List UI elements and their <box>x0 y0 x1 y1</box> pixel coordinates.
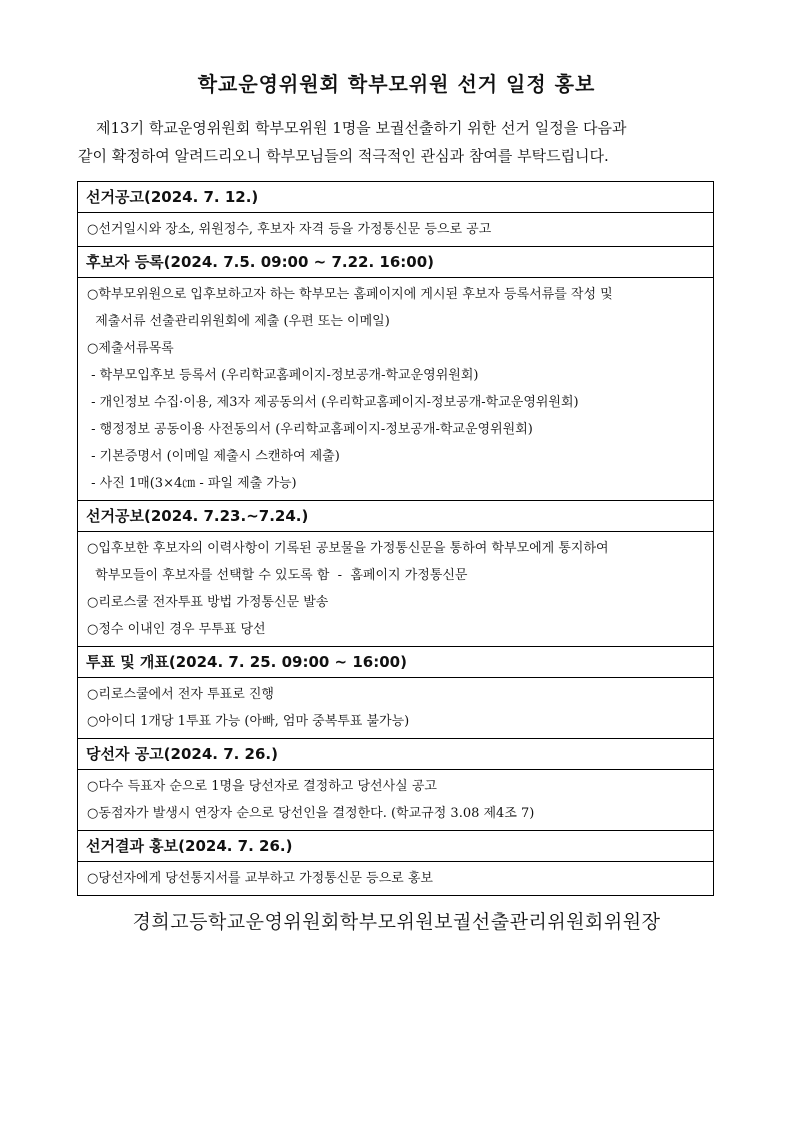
section-heading: 후보자 등록(2024. 7.5. 09:00 ~ 7.22. 16:00) <box>78 247 713 278</box>
section-body <box>78 213 713 247</box>
section-line: - 개인정보 수집·이용, 제3자 제공동의서 (우리학교홈페이지-정보공개-학교운영위원회) <box>87 395 579 410</box>
section-line: ○당선자에게 당선통지서를 교부하고 가정통신문 등으로 홍보 <box>87 871 433 886</box>
section-line: ○아이디 1개당 1투표 가능 (아빠, 엄마 중복투표 불가능) <box>87 714 410 729</box>
section-body <box>78 532 713 647</box>
document-title: 학교운영위원회 학부모위원 선거 일정 홍보 <box>197 72 596 96</box>
section-line: ○다수 득표자 순으로 1명을 당선자로 결정하고 당선사실 공고 <box>87 779 437 794</box>
section-heading: 선거공보(2024. 7.23.~7.24.) <box>78 501 713 532</box>
section-line: - 행정정보 공동이용 사전동의서 (우리학교홈페이지-정보공개-학교운영위원회) <box>87 422 533 437</box>
section-body <box>78 862 713 895</box>
section-line: ○리로스쿨 전자투표 방법 가정통신문 발송 <box>87 595 329 610</box>
section-heading: 투표 및 개표(2024. 7. 25. 09:00 ~ 16:00) <box>78 647 713 678</box>
section-line: - 사진 1매(3×4㎝ - 파일 제출 가능) <box>87 476 297 491</box>
section-line: - 학부모입후보 등록서 (우리학교홈페이지-정보공개-학교운영위원회) <box>87 368 479 383</box>
section-heading: 선거결과 홍보(2024. 7. 26.) <box>78 831 713 862</box>
section-line: ○선거일시와 장소, 위원정수, 후보자 자격 등을 가정통신문 등으로 공고 <box>87 222 492 237</box>
schedule-section <box>78 501 713 647</box>
section-line: ○학부모위원으로 입후보하고자 하는 학부모는 홈페이지에 게시된 후보자 등록서류를 작성 및 <box>87 287 613 302</box>
section-line: ○동점자가 발생시 연장자 순으로 당선인을 결정한다. (학교규정 3.08 제4조 7) <box>87 806 535 821</box>
intro-line: 제13기 학교운영위원회 학부모위원 1명을 보궐선출하기 위한 선거 일정을 다음과 <box>96 119 627 137</box>
schedule-section <box>78 739 713 831</box>
schedule-section <box>78 831 713 895</box>
section-body <box>78 770 713 831</box>
schedule-table <box>77 181 714 896</box>
section-line: ○제출서류목록 <box>87 341 174 356</box>
section-line: 제출서류 선출관리위원회에 제출 (우편 또는 이메일) <box>87 314 390 329</box>
section-body <box>78 278 713 501</box>
intro-paragraph <box>78 114 718 170</box>
section-heading: 선거공고(2024. 7. 12.) <box>78 182 713 213</box>
issuer-signature: 경희고등학교운영위원회학부모위원보궐선출관리위원회위원장 <box>132 911 661 933</box>
schedule-section <box>78 182 713 247</box>
schedule-section <box>78 647 713 739</box>
section-line: 학부모들이 후보자를 선택할 수 있도록 함 - 홈페이지 가정통신문 <box>87 568 468 583</box>
section-line: ○정수 이내인 경우 무투표 당선 <box>87 622 266 637</box>
section-heading: 당선자 공고(2024. 7. 26.) <box>78 739 713 770</box>
section-line: ○리로스쿨에서 전자 투표로 진행 <box>87 687 274 702</box>
schedule-section <box>78 247 713 501</box>
section-line: - 기본증명서 (이메일 제출시 스캔하여 제출) <box>87 449 340 464</box>
section-line: ○입후보한 후보자의 이력사항이 기록된 공보물을 가정통신문을 통하여 학부모에게 통지하여 <box>87 541 609 556</box>
section-body <box>78 678 713 739</box>
intro-line: 같이 확정하여 알려드리오니 학부모님들의 적극적인 관심과 참여를 부탁드립니다. <box>78 147 609 165</box>
